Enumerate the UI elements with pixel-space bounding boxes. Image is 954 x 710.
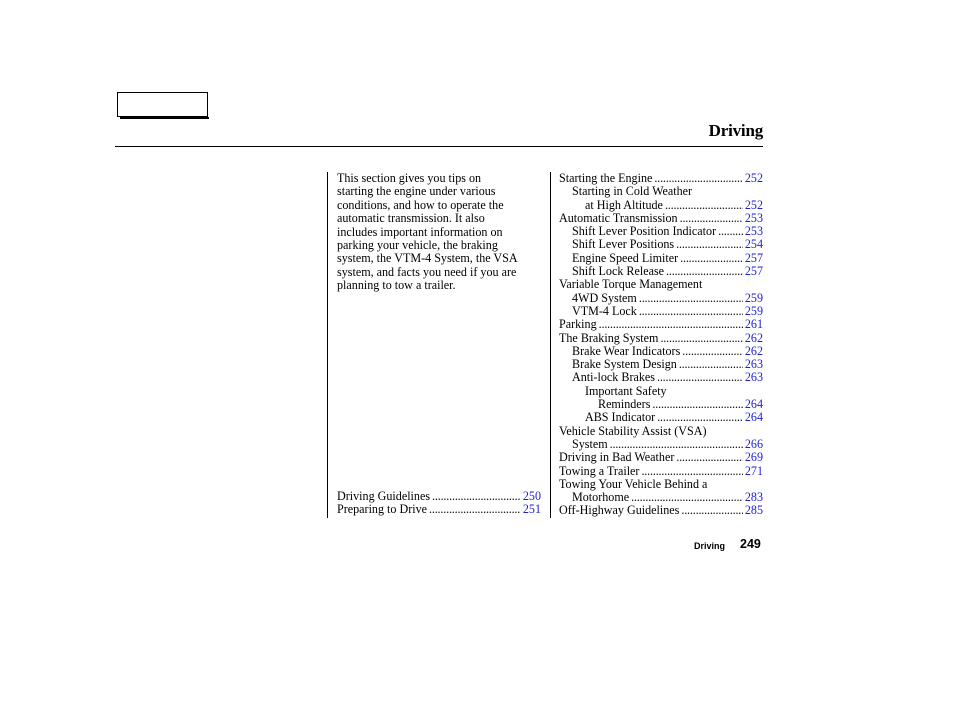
toc-entry-parking[interactable] — [559, 318, 763, 331]
toc-label: Shift Lever Positions — [572, 238, 675, 252]
intro-line: system, and facts you need if you are — [337, 264, 517, 279]
toc-label: Automatic Transmission — [559, 211, 678, 225]
toc-label: Brake System Design — [572, 358, 677, 372]
intro-line: automatic transmission. It also — [337, 211, 485, 226]
toc-label: Parking — [559, 318, 597, 332]
toc-entry-motorhome[interactable] — [559, 491, 763, 504]
toc-leader — [682, 345, 743, 358]
toc-label: Variable Torque Management — [559, 278, 703, 292]
nav-tab-shadow — [120, 117, 209, 119]
column-divider-left — [327, 172, 328, 518]
toc-entry-brake-wear-indicators[interactable] — [559, 345, 763, 358]
toc-leader — [680, 252, 743, 265]
toc-leader — [641, 465, 742, 478]
toc-leader — [718, 225, 743, 238]
toc-page-link[interactable]: 283 — [744, 491, 763, 505]
toc-page-link[interactable]: 285 — [744, 504, 763, 518]
toc-leader — [599, 318, 743, 331]
intro-line: includes important information on — [337, 224, 503, 239]
toc-entry-important-safety — [559, 385, 763, 398]
toc-entry-the-braking-system[interactable] — [559, 332, 763, 345]
intro-line: starting the engine under various — [337, 184, 496, 199]
toc-label: Motorhome — [572, 491, 630, 505]
toc-page-link[interactable]: 254 — [744, 238, 763, 252]
toc-page-link[interactable]: 252 — [744, 172, 763, 185]
toc-entry-vehicle-stability-assist — [559, 425, 763, 438]
toc-leader — [610, 438, 743, 451]
column-divider-middle — [550, 172, 551, 518]
toc-label: 4WD System — [572, 291, 637, 305]
toc-label: Off-Highway Guidelines — [559, 504, 680, 518]
toc-entry-automatic-transmission[interactable] — [559, 212, 763, 225]
toc-entry-abs-indicator[interactable] — [559, 411, 763, 424]
toc-entry-shift-lock-release[interactable] — [559, 265, 763, 278]
toc-entry-starting-in-cold-weather — [559, 185, 763, 198]
toc-page-link[interactable]: 261 — [744, 318, 763, 332]
toc-entry-preparing-to-drive[interactable] — [337, 503, 541, 516]
toc-entry-shift-lever-position-indicator[interactable] — [559, 225, 763, 238]
toc-label: VTM-4 Lock — [572, 304, 637, 318]
toc-leader — [432, 490, 521, 503]
toc-label: Driving Guidelines — [337, 490, 431, 503]
toc-entry-variable-torque-management — [559, 278, 763, 291]
toc-page-link[interactable]: 252 — [744, 198, 763, 212]
toc-entry-vsa-system[interactable] — [559, 438, 763, 451]
toc-entry-driving-in-bad-weather[interactable] — [559, 451, 763, 464]
toc-leader — [679, 358, 743, 371]
toc-leader — [654, 172, 742, 185]
toc-page-link[interactable]: 262 — [744, 331, 763, 345]
toc-label: Preparing to Drive — [337, 503, 428, 517]
toc-page-link[interactable]: 253 — [744, 225, 763, 239]
toc-leader — [676, 238, 743, 251]
intro-line: planning to tow a trailer. — [337, 278, 456, 293]
intro-line: This section gives you tips on — [337, 171, 482, 185]
toc-label: at High Altitude — [585, 198, 663, 212]
toc-leader — [639, 292, 743, 305]
toc-entry-vtm4-lock[interactable] — [559, 305, 763, 318]
toc-page-link[interactable]: 251 — [522, 503, 541, 517]
toc-leader — [652, 398, 742, 411]
toc-page-link[interactable]: 269 — [744, 451, 763, 465]
toc-leader — [680, 212, 743, 225]
toc-label: Important Safety — [585, 384, 667, 398]
toc-right-column — [559, 172, 763, 518]
toc-leader — [429, 503, 521, 516]
intro-paragraph — [337, 172, 545, 293]
toc-entry-towing-a-trailer[interactable] — [559, 465, 763, 478]
toc-label: Reminders — [598, 398, 651, 412]
toc-label: ABS Indicator — [585, 411, 656, 425]
toc-label: Shift Lever Position Indicator — [572, 225, 717, 239]
page-number: 249 — [740, 537, 761, 551]
toc-label: Starting the Engine — [559, 172, 653, 185]
toc-label: Driving in Bad Weather — [559, 451, 675, 465]
toc-entry-4wd-system[interactable] — [559, 292, 763, 305]
toc-entry-off-highway-guidelines[interactable] — [559, 504, 763, 517]
toc-page-link[interactable]: 264 — [744, 398, 763, 412]
toc-label: Brake Wear Indicators — [572, 344, 681, 358]
toc-page-link[interactable]: 257 — [744, 265, 763, 279]
toc-page-link[interactable]: 262 — [744, 344, 763, 358]
toc-entry-at-high-altitude[interactable] — [559, 199, 763, 212]
toc-leader — [666, 265, 743, 278]
toc-leader — [681, 504, 743, 517]
toc-page-link[interactable]: 266 — [744, 437, 763, 451]
toc-page-link[interactable]: 263 — [744, 371, 763, 385]
toc-label: Starting in Cold Weather — [572, 185, 693, 199]
toc-entry-brake-system-design[interactable] — [559, 358, 763, 371]
toc-page-link[interactable]: 253 — [744, 211, 763, 225]
toc-page-link[interactable]: 264 — [744, 411, 763, 425]
toc-leader — [676, 451, 743, 464]
title-divider — [115, 146, 763, 147]
toc-label: Anti-lock Brakes — [572, 371, 655, 385]
toc-label: Vehicle Stability Assist (VSA) — [559, 424, 707, 438]
toc-leader — [639, 305, 743, 318]
toc-leader — [660, 332, 742, 345]
toc-label: Engine Speed Limiter — [572, 251, 679, 265]
intro-line: system, the VTM-4 System, the VSA — [337, 251, 518, 266]
toc-entry-starting-the-engine[interactable] — [559, 172, 763, 185]
toc-label: The Braking System — [559, 331, 659, 345]
toc-page-link[interactable]: 271 — [744, 464, 763, 478]
toc-page-link[interactable]: 259 — [744, 304, 763, 318]
toc-label: System — [572, 437, 608, 451]
nav-tab-box[interactable] — [117, 92, 208, 117]
footer-section-label: Driving — [694, 541, 726, 551]
toc-entry-shift-lever-positions[interactable] — [559, 238, 763, 251]
toc-page-link[interactable]: 250 — [522, 490, 541, 503]
intro-line: parking your vehicle, the braking — [337, 238, 498, 253]
toc-leader — [665, 199, 743, 212]
toc-leader — [631, 491, 743, 504]
intro-line: conditions, and how to operate the — [337, 197, 504, 212]
toc-label: Towing Your Vehicle Behind a — [559, 477, 708, 491]
toc-label: Shift Lock Release — [572, 265, 665, 279]
toc-entry-towing-your-vehicle — [559, 478, 763, 491]
page-title: Driving — [708, 121, 763, 140]
toc-leader — [657, 411, 743, 424]
toc-entry-driving-guidelines[interactable] — [337, 490, 541, 503]
toc-page-link[interactable]: 263 — [744, 358, 763, 372]
toc-page-link[interactable]: 257 — [744, 251, 763, 265]
toc-left-column — [337, 490, 541, 517]
toc-entry-engine-speed-limiter[interactable] — [559, 252, 763, 265]
toc-entry-reminders[interactable] — [559, 398, 763, 411]
toc-leader — [657, 371, 743, 384]
toc-label: Towing a Trailer — [559, 464, 640, 478]
toc-page-link[interactable]: 259 — [744, 291, 763, 305]
toc-entry-anti-lock-brakes[interactable] — [559, 371, 763, 384]
